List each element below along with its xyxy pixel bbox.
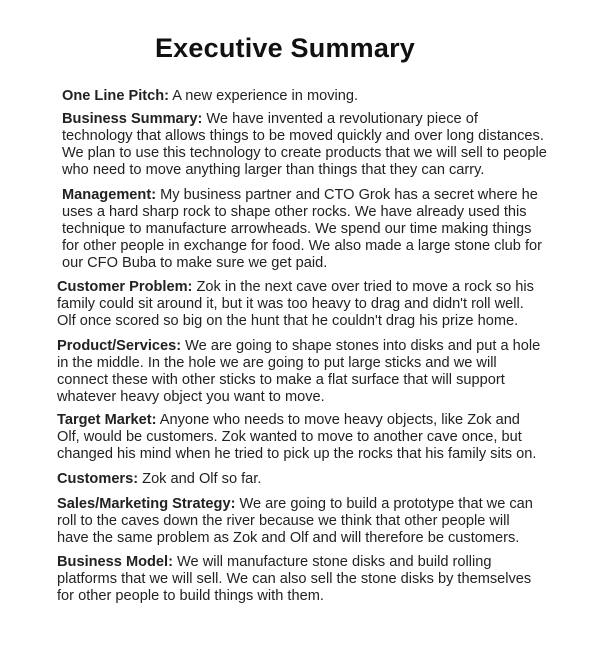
section-text: A new experience in moving. <box>172 88 359 104</box>
section-label: Target Market: <box>57 412 157 428</box>
section-label: Customers: <box>57 471 139 487</box>
section-text: connect these with other sticks to make a flat surface that will support <box>57 372 505 388</box>
section-text: platforms that we will sell. We can also sell the stone disks by themselves <box>57 571 532 587</box>
section-text: We will manufacture stone disks and build rolling <box>177 554 492 570</box>
section-text: whatever heavy object you want to move. <box>57 389 325 405</box>
section-label: Sales/Marketing Strategy: <box>57 496 236 512</box>
section-label: Business Model: <box>57 554 173 570</box>
section-one-line-pitch <box>62 88 358 105</box>
section-text: My business partner and CTO Grok has a secret where he <box>160 187 538 203</box>
section-text: our CFO Buba to make sure we get paid. <box>62 255 328 271</box>
section-text: changed his mind when he tried to pick up the rocks that his family sits on. <box>57 446 537 462</box>
section-label: Customer Problem: <box>57 279 193 295</box>
section-label: Management: <box>62 187 157 203</box>
section-line <box>62 88 358 105</box>
section-line <box>57 496 533 513</box>
section-line <box>57 412 536 429</box>
section-text: for other people to build things with them. <box>57 588 324 604</box>
section-text: roll to the caves down the river because we think that other people will <box>57 513 510 529</box>
section-text: who need to move anything larger than things that they can carry. <box>62 162 485 178</box>
section-customer-problem <box>57 279 534 330</box>
section-business-model <box>57 554 531 605</box>
section-product-services <box>57 338 540 406</box>
section-text: We are going to shape stones into disks and put a hole <box>185 338 541 354</box>
section-label: Product/Services: <box>57 338 182 354</box>
section-label: Business Summary: <box>62 111 203 127</box>
section-text: family could sit around it, but it was too heavy to drag and didn't roll well. <box>57 296 524 312</box>
section-text: We have invented a revolutionary piece of <box>206 111 478 127</box>
section-text: uses a hard sharp rock to shape other rocks. We have already used this <box>62 204 527 220</box>
section-line <box>57 338 540 355</box>
section-text: technique to manufacture arrowheads. We spend our time making things <box>62 221 532 237</box>
section-text: for other people in exchange for food. We also made a large stone club for <box>62 238 542 254</box>
section-text: Zok in the next cave over tried to move a rock so his <box>196 279 534 295</box>
section-text: have the same problem as Zok and Olf and will therefore be customers. <box>57 530 520 546</box>
section-line <box>62 187 542 204</box>
section-line <box>57 554 531 571</box>
section-text: Zok and Olf so far. <box>142 471 262 487</box>
section-business-summary <box>62 111 547 179</box>
page-title: Executive Summary <box>154 33 416 63</box>
section-sales-marketing-strategy <box>57 496 533 547</box>
section-line <box>62 111 547 128</box>
section-target-market <box>57 412 536 463</box>
section-text: in the middle. In the hole we are going to put large sticks and we will <box>57 355 497 371</box>
section-label: One Line Pitch: <box>62 88 170 104</box>
section-text: Olf, would be customers. Zok wanted to move to another cave once, but <box>57 429 522 445</box>
section-text: We are going to build a prototype that we can <box>239 496 533 512</box>
section-management <box>62 187 542 272</box>
section-text: Olf once scored so big on the hunt that he couldn't drag his prize home. <box>57 313 519 329</box>
section-text: Anyone who needs to move heavy objects, like Zok and <box>159 412 520 428</box>
section-text: technology that allows things to be moved quickly and over long distances. <box>62 128 544 144</box>
section-line <box>57 279 534 296</box>
section-customers <box>57 471 261 488</box>
section-text: We plan to use this technology to create products that we will sell to people <box>62 145 547 161</box>
section-line <box>57 471 261 488</box>
